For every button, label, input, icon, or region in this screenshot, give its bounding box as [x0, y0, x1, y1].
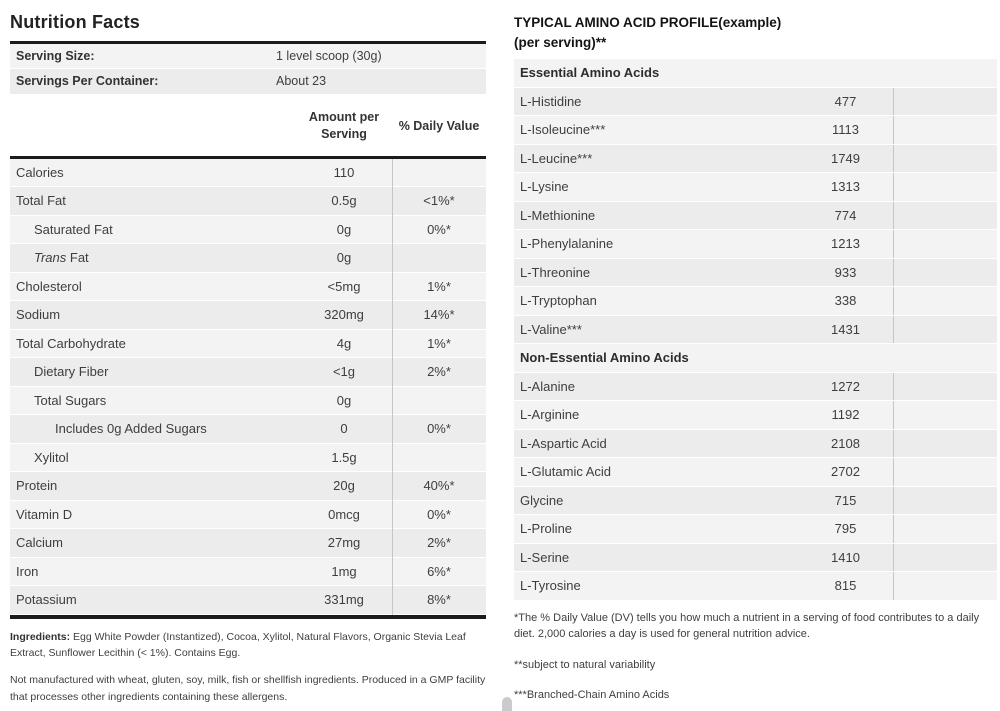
nutrient-name: Dietary Fiber — [34, 364, 109, 380]
nutrient-daily-value: 0%* — [427, 221, 451, 237]
nutrient-amount: 0 — [340, 421, 348, 437]
amino-acid-name: L-Arginine — [520, 407, 580, 423]
amino-acid-row — [514, 145, 997, 174]
amino-acid-name: L-Valine*** — [520, 321, 582, 337]
amount-per-serving-header-label: Amount per Serving — [308, 110, 380, 142]
amino-acid-row — [514, 173, 997, 202]
amino-acid-value: 1272 — [831, 378, 860, 394]
amino-acid-value: 1431 — [831, 321, 860, 337]
nutrient-daily-value: 8%* — [427, 592, 451, 608]
amino-section-header — [514, 59, 997, 88]
amino-acid-row — [514, 316, 997, 345]
amino-acid-value: 774 — [834, 207, 857, 223]
nutrient-amount: <5mg — [327, 278, 361, 294]
ingredients-label: Ingredients: — [10, 630, 71, 643]
amino-acid-name: Glycine — [520, 492, 564, 508]
amino-acid-empty-cell — [893, 88, 997, 116]
amino-footnotes — [514, 610, 997, 704]
nutrient-amount: 0g — [336, 392, 352, 408]
amino-acid-empty-cell — [893, 544, 997, 572]
nutrition-facts-panel — [10, 0, 486, 706]
amino-acid-name: L-Serine — [520, 549, 570, 565]
amino-acid-value: 1410 — [831, 549, 860, 565]
amino-acid-name: L-Leucine*** — [520, 150, 593, 166]
amino-acid-row — [514, 515, 997, 544]
amino-footnote: **subject to natural variability — [514, 658, 656, 671]
nutrient-name: Total Carbohydrate — [16, 335, 126, 351]
nutrient-name: Includes 0g Added Sugars — [55, 421, 207, 437]
nutrient-table — [10, 159, 486, 615]
nutrient-name: Sodium — [16, 307, 61, 323]
amino-acid-value: 1192 — [831, 407, 860, 423]
amino-acid-empty-cell — [893, 287, 997, 315]
amino-acid-name: L-Methionine — [520, 207, 596, 223]
nutrient-amount: 4g — [336, 335, 352, 351]
nutrient-name: Calories — [16, 164, 64, 180]
amino-acid-value: 815 — [834, 578, 857, 594]
serving-info-value: 1 level scoop (30g) — [276, 48, 382, 63]
amino-acid-empty-cell — [893, 230, 997, 258]
nutrient-row — [10, 387, 486, 416]
amino-acid-name: L-Proline — [520, 521, 573, 537]
amino-acid-empty-cell — [893, 316, 997, 344]
amino-acid-value: 715 — [834, 492, 857, 508]
nutrient-amount: 20g — [333, 478, 355, 494]
nutrient-row — [10, 216, 486, 245]
amino-acid-row — [514, 401, 997, 430]
nutrient-amount: 320mg — [324, 307, 364, 323]
amino-acid-row — [514, 572, 997, 601]
column-divider — [392, 159, 393, 615]
serving-info-table — [10, 44, 486, 95]
amino-acid-name: L-Threonine — [520, 264, 591, 280]
amino-profile-title — [514, 0, 997, 52]
amino-acid-empty-cell — [893, 572, 997, 600]
amino-acid-empty-cell — [893, 173, 997, 201]
amino-acid-value: 1213 — [831, 236, 860, 252]
nutrient-row — [10, 330, 486, 359]
amino-acid-empty-cell — [893, 202, 997, 230]
amino-acid-row — [514, 230, 997, 259]
amino-acid-name: L-Alanine — [520, 378, 575, 394]
amino-acid-row — [514, 259, 997, 288]
amino-acid-value: 1749 — [831, 150, 860, 166]
nutrient-daily-value: 2%* — [427, 364, 451, 380]
daily-value-header: % Daily Value — [398, 118, 480, 133]
amino-acid-table — [514, 59, 997, 601]
ingredients-text — [10, 629, 486, 663]
amino-acid-row — [514, 544, 997, 573]
nutrient-name: Xylitol — [34, 449, 69, 465]
nutrient-row — [10, 558, 486, 587]
nutrient-row — [10, 159, 486, 188]
amino-footnote: *The % Daily Value (DV) tells you how much a nutrient in a serving of food contributes to a daily diet. 2,000 calories a day is used for general nutrition advice. — [514, 611, 980, 641]
nutrient-name: Cholesterol — [16, 278, 82, 294]
amino-footnote: ***Branched-Chain Amino Acids — [514, 689, 670, 702]
nutrient-row — [10, 472, 486, 501]
amino-acid-value: 1313 — [831, 179, 860, 195]
amino-acid-value: 1113 — [832, 122, 859, 138]
nutrient-daily-value — [392, 159, 486, 187]
amino-acid-name: L-Tyrosine — [520, 578, 581, 594]
amino-acid-value: 477 — [834, 93, 857, 109]
amino-acid-empty-cell — [893, 373, 997, 401]
nutrient-amount: 1mg — [331, 563, 357, 579]
amino-acid-empty-cell — [893, 515, 997, 543]
nutrient-daily-value — [392, 387, 486, 415]
amino-acid-empty-cell — [893, 145, 997, 173]
amino-acid-empty-cell — [893, 259, 997, 287]
amino-acid-name: L-Isoleucine*** — [520, 122, 606, 138]
amino-acid-row — [514, 202, 997, 231]
vertical-scrollbar-thumb[interactable] — [502, 697, 512, 711]
nutrient-name: Calcium — [16, 535, 63, 551]
amino-acid-row — [514, 458, 997, 487]
nutrient-row — [10, 187, 486, 216]
nutrient-row — [10, 586, 486, 615]
serving-info-value: About 23 — [276, 74, 327, 89]
amino-acid-empty-cell — [893, 116, 997, 144]
nutrient-row — [10, 501, 486, 530]
amino-acid-name: L-Aspartic Acid — [520, 435, 607, 451]
amino-acid-name: L-Glutamic Acid — [520, 464, 612, 480]
nutrient-amount: 0.5g — [331, 193, 357, 209]
nutrient-name: Potassium — [16, 592, 77, 608]
amino-acid-name: L-Histidine — [520, 93, 582, 109]
nutrient-amount: 0mcg — [328, 506, 360, 522]
amino-acid-value: 933 — [834, 264, 857, 280]
amino-acid-panel — [514, 0, 997, 711]
nutrient-daily-value: 6%* — [427, 563, 451, 579]
nutrient-row — [10, 444, 486, 473]
serving-info-row — [10, 44, 486, 70]
amino-acid-empty-cell — [893, 458, 997, 486]
amino-acid-name: L-Phenylalanine — [520, 236, 614, 252]
amino-acid-value: 338 — [834, 293, 857, 309]
nutrient-daily-value: <1%* — [423, 193, 455, 209]
amino-acid-row — [514, 430, 997, 459]
amino-acid-value: 795 — [834, 521, 857, 537]
nutrient-amount: <1g — [332, 364, 356, 380]
nutrient-amount: 1.5g — [331, 449, 357, 465]
nutrient-name: Total Fat — [16, 193, 66, 209]
nutrient-name: Iron — [16, 563, 39, 579]
amino-acid-empty-cell — [893, 487, 997, 515]
amino-profile-title-line1: TYPICAL AMINO ACID PROFILE(example) — [514, 15, 782, 30]
nutrient-daily-value: 1%* — [427, 335, 451, 351]
amino-acid-empty-cell — [893, 401, 997, 429]
amino-acid-name: L-Lysine — [520, 179, 569, 195]
column-headers — [10, 97, 486, 156]
nutrient-row — [10, 301, 486, 330]
amino-acid-row — [514, 116, 997, 145]
amino-acid-empty-cell — [893, 430, 997, 458]
nutrient-daily-value: 14%* — [423, 307, 455, 323]
bottom-rule — [10, 615, 486, 619]
nutrient-daily-value: 1%* — [427, 278, 451, 294]
nutrient-daily-value: 2%* — [427, 535, 451, 551]
nutrition-facts-title: Nutrition Facts — [10, 12, 141, 32]
nutrient-row — [10, 415, 486, 444]
allergen-statement: Not manufactured with wheat, gluten, soy, milk, fish or shellfish ingredients. Produced in a GMP facility that processes other ingredients containing these allergens. — [10, 674, 486, 703]
nutrient-daily-value — [392, 444, 486, 472]
amino-acid-value: 2108 — [831, 435, 860, 451]
amino-acid-name: L-Tryptophan — [520, 293, 597, 309]
nutrient-daily-value: 0%* — [427, 506, 451, 522]
nutrient-name: Total Sugars — [34, 392, 107, 408]
nutrient-name: Protein — [16, 478, 58, 494]
amino-profile-title-line2: (per serving)** — [514, 34, 607, 50]
serving-info-label: Servings Per Container: — [16, 74, 159, 89]
nutrient-row — [10, 273, 486, 302]
amino-section-header-label: Essential Amino Acids — [520, 65, 660, 81]
amino-section-header — [514, 344, 997, 373]
amino-acid-row — [514, 487, 997, 516]
nutrient-daily-value: 40%* — [423, 478, 455, 494]
nutrient-amount: 110 — [333, 164, 355, 180]
nutrient-name: Trans Fat — [34, 250, 89, 266]
nutrient-daily-value: 0%* — [427, 421, 451, 437]
nutrient-row — [10, 358, 486, 387]
nutrient-amount: 0g — [336, 221, 352, 237]
serving-info-row — [10, 69, 486, 95]
nutrient-amount: 27mg — [327, 535, 361, 551]
nutrient-daily-value — [392, 244, 486, 272]
nutrient-amount: 331mg — [324, 592, 364, 608]
amount-per-serving-header — [296, 109, 392, 143]
nutrient-amount: 0g — [336, 250, 352, 266]
amino-acid-row — [514, 287, 997, 316]
nutrient-name: Saturated Fat — [34, 221, 113, 237]
amino-acid-row — [514, 88, 997, 117]
nutrient-row — [10, 529, 486, 558]
amino-acid-row — [514, 373, 997, 402]
ingredients-list: Egg White Powder (Instantized), Cocoa, Xylitol, Natural Flavors, Organic Stevia Leaf Extract, Sunflower Lecithin (< 1%). Contains Egg. — [10, 630, 466, 660]
serving-info-label: Serving Size: — [16, 48, 95, 63]
nutrient-row — [10, 244, 486, 273]
nutrient-name: Vitamin D — [16, 506, 73, 522]
amino-section-header-label: Non-Essential Amino Acids — [520, 350, 689, 366]
amino-acid-value: 2702 — [831, 464, 860, 480]
